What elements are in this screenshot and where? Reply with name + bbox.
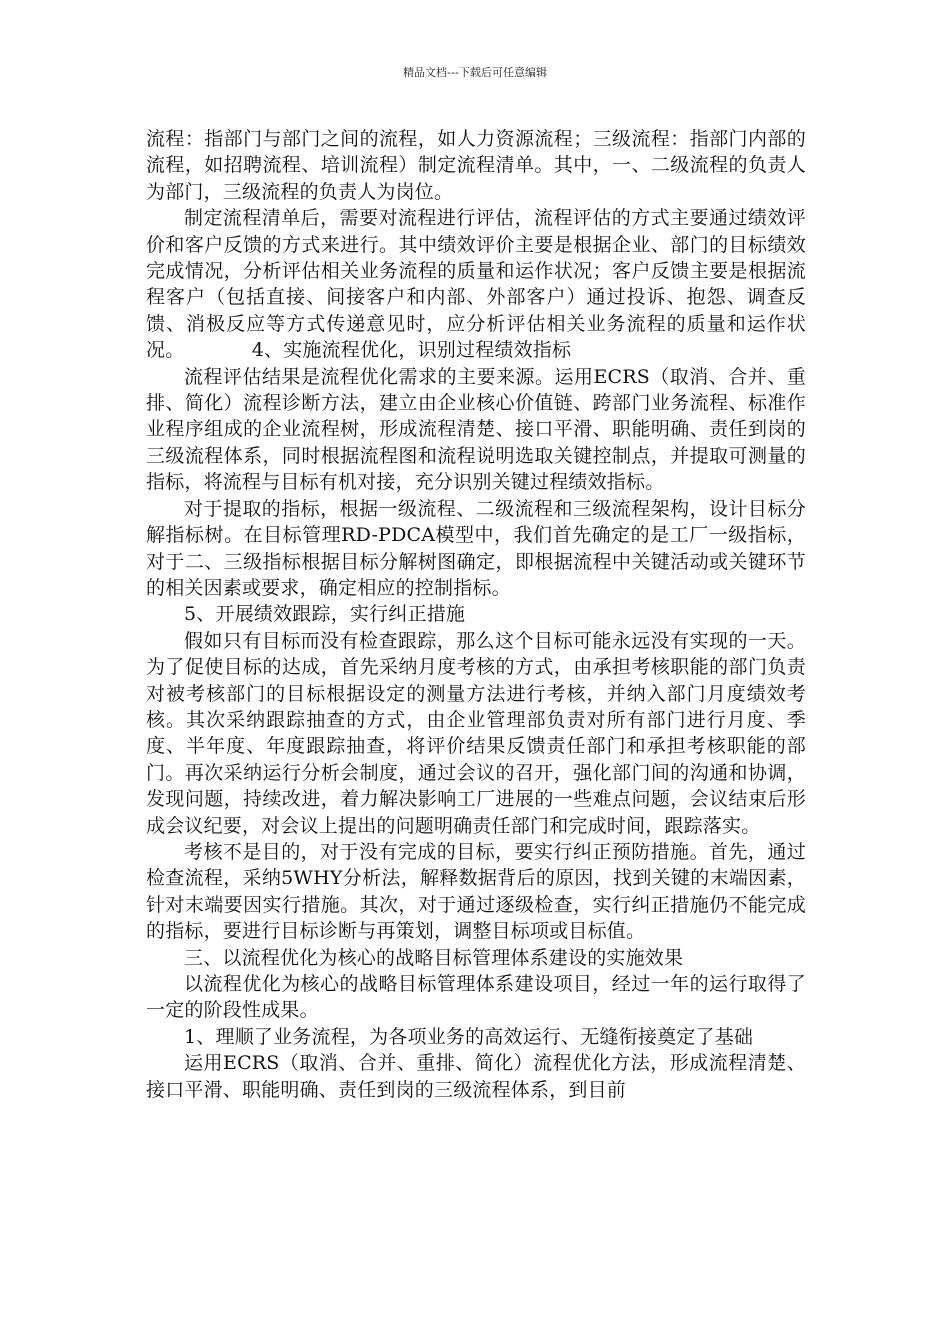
paragraph: 流程评估结果是流程优化需求的主要来源。运用ECRS（取消、合并、重排、简化）流程诊断方法，建立由企业核心价值链、跨部门业务流程、标准作业程序组成的企业流程树，形成流程清楚、接口平滑、职能明确、责任到岗的三级流程体系，同时根据流程图和流程说明选取关键控制点，并提取可测量的指标，将流程与目标有机对接，充分识别关键过程绩效指标。: [146, 365, 806, 494]
paragraph: 以流程优化为核心的战略目标管理体系建设项目，经过一年的运行取得了一定的阶段性成果。: [146, 973, 806, 1022]
section-heading: 5、开展绩效跟踪，实行纠正措施: [184, 603, 466, 626]
page-header: 精品文档---下载后可任意编辑: [403, 66, 547, 79]
paragraph: 考核不是目的，对于没有完成的目标，要实行纠正预防措施。首先，通过检查流程，采纳5WHY分析法，解释数据背后的原因，找到关键的末端因素，针对末端要因实行措施。其次，对于通过逐级检查，实行纠正措施仍不能完成的指标，要进行目标诊断与再策划，调整目标项或目标值。: [146, 840, 806, 943]
section-heading: 1、理顺了业务流程，为各项业务的高效运行、无缝衔接奠定了基础: [184, 1025, 754, 1048]
section-heading: 三、以流程优化为核心的战略目标管理体系建设的实施效果: [184, 946, 684, 969]
paragraph: 假如只有目标而没有检查跟踪，那么这个目标可能永远没有实现的一天。为了促使目标的达成，首先采纳月度考核的方式，由承担考核职能的部门负责对被考核部门的目标根据设定的测量方法进行考核，并纳入部门月度绩效考核。其次采纳跟踪抽查的方式，由企业管理部负责对所有部门进行月度、季度、半年度、年度跟踪抽查，将评价结果反馈责任部门和承担考核职能的部门。再次采纳运行分析会制度，通过会议的召开，强化部门间的沟通和协调，发现问题，持续改进，着力解决影响工厂进展的一些难点问题，会议结束后形成会议纪要，对会议上提出的问题明确责任部门和完成时间，跟踪落实。: [146, 629, 806, 837]
paragraph: 流程：指部门与部门之间的流程，如人力资源流程；三级流程：指部门内部的流程，如招聘流程、培训流程）制定流程清单。其中，一、二级流程的负责人为部门，三级流程的负责人为岗位。: [146, 128, 806, 203]
document-body: [146, 126, 806, 1103]
paragraph: 制定流程清单后，需要对流程进行评估，流程评估的方式主要通过绩效评价和客户反馈的方式来进行。其中绩效评价主要是根据企业、部门的目标绩效完成情况，分析评估相关业务流程的质量和运作状况；客户反馈主要是根据流程客户（包括直接、间接客户和内部、外部客户）通过投诉、抱怨、调查反馈、消极反应等方式传递意见时，应分析评估相关业务流程的质量和运作状况。 4、实施流程优化，识别过程绩效指标: [146, 207, 806, 362]
paragraph: 运用ECRS（取消、合并、重排、简化）流程优化方法，形成流程清楚、接口平滑、职能明确、责任到岗的三级流程体系，到目前: [146, 1052, 806, 1101]
paragraph: 对于提取的指标，根据一级流程、二级流程和三级流程架构，设计目标分解指标树。在目标管理RD-PDCA模型中，我们首先确定的是工厂一级指标，对于二、三级指标根据目标分解树图确定，即根据流程中关键活动或关键环节的相关因素或要求，确定相应的控制指标。: [146, 497, 806, 599]
